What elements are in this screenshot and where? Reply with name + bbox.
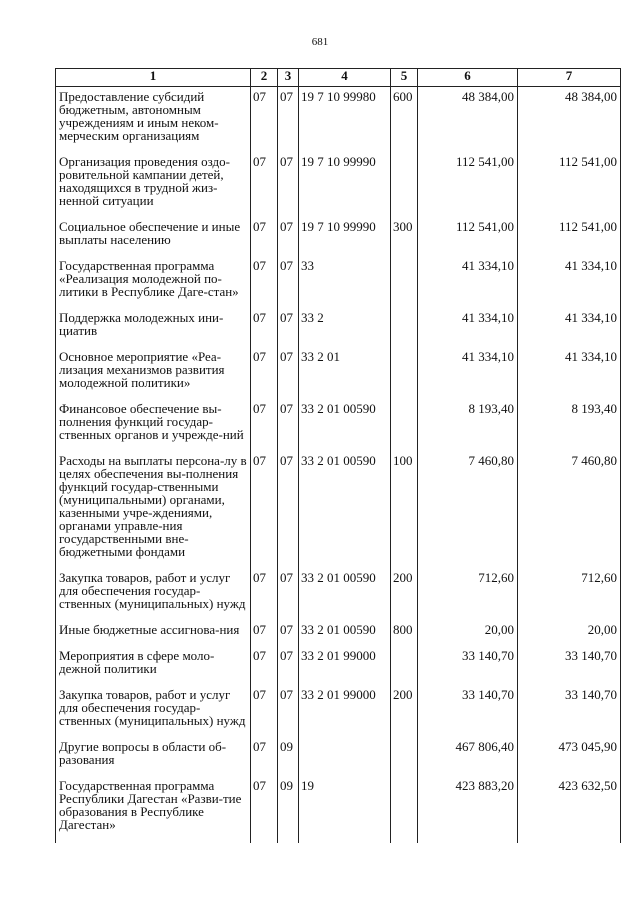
row-amount-1: 112 541,00 [418,219,518,258]
row-expense-type [391,648,418,687]
row-amount-2: 423 632,50 [518,778,621,843]
header-col-5: 5 [391,69,418,87]
row-amount-1: 112 541,00 [418,154,518,219]
row-amount-1: 423 883,20 [418,778,518,843]
row-subsection: 07 [278,349,299,401]
row-amount-1: 7 460,80 [418,453,518,570]
row-subsection: 07 [278,648,299,687]
row-subsection: 07 [278,258,299,310]
table-row [56,453,621,570]
header-col-1: 1 [56,69,251,87]
row-target-article: 19 7 10 99990 [299,154,391,219]
row-amount-2: 41 334,10 [518,310,621,349]
table-header [56,69,621,87]
row-amount-2: 33 140,70 [518,687,621,739]
row-section: 07 [251,778,278,843]
row-subsection: 07 [278,453,299,570]
row-expense-type: 300 [391,219,418,258]
row-expense-type [391,310,418,349]
row-target-article: 33 2 01 00590 [299,401,391,453]
row-target-article: 33 2 01 99000 [299,648,391,687]
row-expense-type [391,739,418,778]
row-name: Мероприятия в сфере моло-дежной политики [56,648,251,687]
header-col-4: 4 [299,69,391,87]
row-amount-2: 33 140,70 [518,648,621,687]
row-amount-1: 8 193,40 [418,401,518,453]
row-subsection: 07 [278,622,299,648]
row-amount-1: 712,60 [418,570,518,622]
row-expense-type [391,349,418,401]
row-target-article: 33 2 [299,310,391,349]
table-row [56,687,621,739]
row-subsection: 09 [278,778,299,843]
row-amount-1: 33 140,70 [418,648,518,687]
row-name: Закупка товаров, работ и услуг для обеспечения государ-ственных (муниципальных) нужд [56,687,251,739]
row-name: Иные бюджетные ассигнова-ния [56,622,251,648]
row-expense-type [391,154,418,219]
row-expense-type: 200 [391,687,418,739]
table-row [56,349,621,401]
row-amount-1: 467 806,40 [418,739,518,778]
row-amount-2: 7 460,80 [518,453,621,570]
row-name: Предоставление субсидий бюджетным, автономным учреждениям и иным неком-мерческим организациям [56,87,251,155]
row-subsection: 07 [278,401,299,453]
header-col-3: 3 [278,69,299,87]
row-subsection: 07 [278,154,299,219]
table-row [56,87,621,155]
row-expense-type: 600 [391,87,418,155]
row-section: 07 [251,401,278,453]
row-amount-1: 33 140,70 [418,687,518,739]
row-subsection: 07 [278,219,299,258]
row-expense-type: 800 [391,622,418,648]
row-section: 07 [251,739,278,778]
row-amount-1: 41 334,10 [418,258,518,310]
row-target-article: 19 7 10 99990 [299,219,391,258]
budget-table [55,68,621,843]
row-section: 07 [251,622,278,648]
row-section: 07 [251,154,278,219]
row-expense-type [391,401,418,453]
row-target-article: 19 [299,778,391,843]
table-row [56,648,621,687]
row-section: 07 [251,310,278,349]
row-subsection: 07 [278,310,299,349]
row-amount-1: 41 334,10 [418,310,518,349]
row-name: Расходы на выплаты персона-лу в целях обеспечения вы-полнения функций государ-ственными (муниципальными) органами, казенными учре-ждениями, органами управле-ния государственными вне-бюджетными фондами [56,453,251,570]
row-amount-2: 20,00 [518,622,621,648]
row-name: Государственная программа «Реализация молодежной по-литики в Республике Даге-стан» [56,258,251,310]
row-section: 07 [251,87,278,155]
row-amount-2: 48 384,00 [518,87,621,155]
row-target-article: 33 2 01 [299,349,391,401]
table-row [56,739,621,778]
row-section: 07 [251,258,278,310]
row-subsection: 07 [278,570,299,622]
row-name: Организация проведения оздо-ровительной кампании детей, находящихся в трудной жиз-ненной ситуации [56,154,251,219]
header-col-6: 6 [418,69,518,87]
row-amount-2: 112 541,00 [518,219,621,258]
row-target-article [299,739,391,778]
table-row [56,310,621,349]
row-target-article: 33 2 01 99000 [299,687,391,739]
row-amount-2: 712,60 [518,570,621,622]
row-expense-type [391,258,418,310]
table-row [56,401,621,453]
row-target-article: 33 [299,258,391,310]
row-target-article: 33 2 01 00590 [299,570,391,622]
page-number: 681 [311,36,329,48]
row-name: Финансовое обеспечение вы-полнения функций государ-ственных органов и учрежде-ний [56,401,251,453]
row-name: Государственная программа Республики Дагестан «Разви-тие образования в Республике Дагестан» [56,778,251,843]
row-name: Социальное обеспечение и иные выплаты населению [56,219,251,258]
row-amount-2: 8 193,40 [518,401,621,453]
row-subsection: 07 [278,687,299,739]
row-target-article: 19 7 10 99980 [299,87,391,155]
row-amount-2: 41 334,10 [518,349,621,401]
row-section: 07 [251,648,278,687]
row-amount-1: 41 334,10 [418,349,518,401]
row-expense-type [391,778,418,843]
table-row [56,154,621,219]
row-expense-type: 100 [391,453,418,570]
row-amount-2: 112 541,00 [518,154,621,219]
row-amount-1: 20,00 [418,622,518,648]
row-section: 07 [251,687,278,739]
row-subsection: 09 [278,739,299,778]
row-name: Поддержка молодежных ини-циатив [56,310,251,349]
table-row [56,622,621,648]
table-body [56,87,621,844]
table-row [56,778,621,843]
row-section: 07 [251,219,278,258]
row-section: 07 [251,570,278,622]
row-amount-2: 473 045,90 [518,739,621,778]
row-section: 07 [251,453,278,570]
row-section: 07 [251,349,278,401]
row-target-article: 33 2 01 00590 [299,453,391,570]
row-subsection: 07 [278,87,299,155]
table-row [56,219,621,258]
header-col-7: 7 [518,69,621,87]
row-amount-1: 48 384,00 [418,87,518,155]
row-name: Другие вопросы в области об-разования [56,739,251,778]
table-row [56,258,621,310]
row-name: Основное мероприятие «Реа-лизация механизмов развития молодежной политики» [56,349,251,401]
row-name: Закупка товаров, работ и услуг для обеспечения государ-ственных (муниципальных) нужд [56,570,251,622]
row-target-article: 33 2 01 00590 [299,622,391,648]
row-amount-2: 41 334,10 [518,258,621,310]
header-col-2: 2 [251,69,278,87]
row-expense-type: 200 [391,570,418,622]
table-row [56,570,621,622]
